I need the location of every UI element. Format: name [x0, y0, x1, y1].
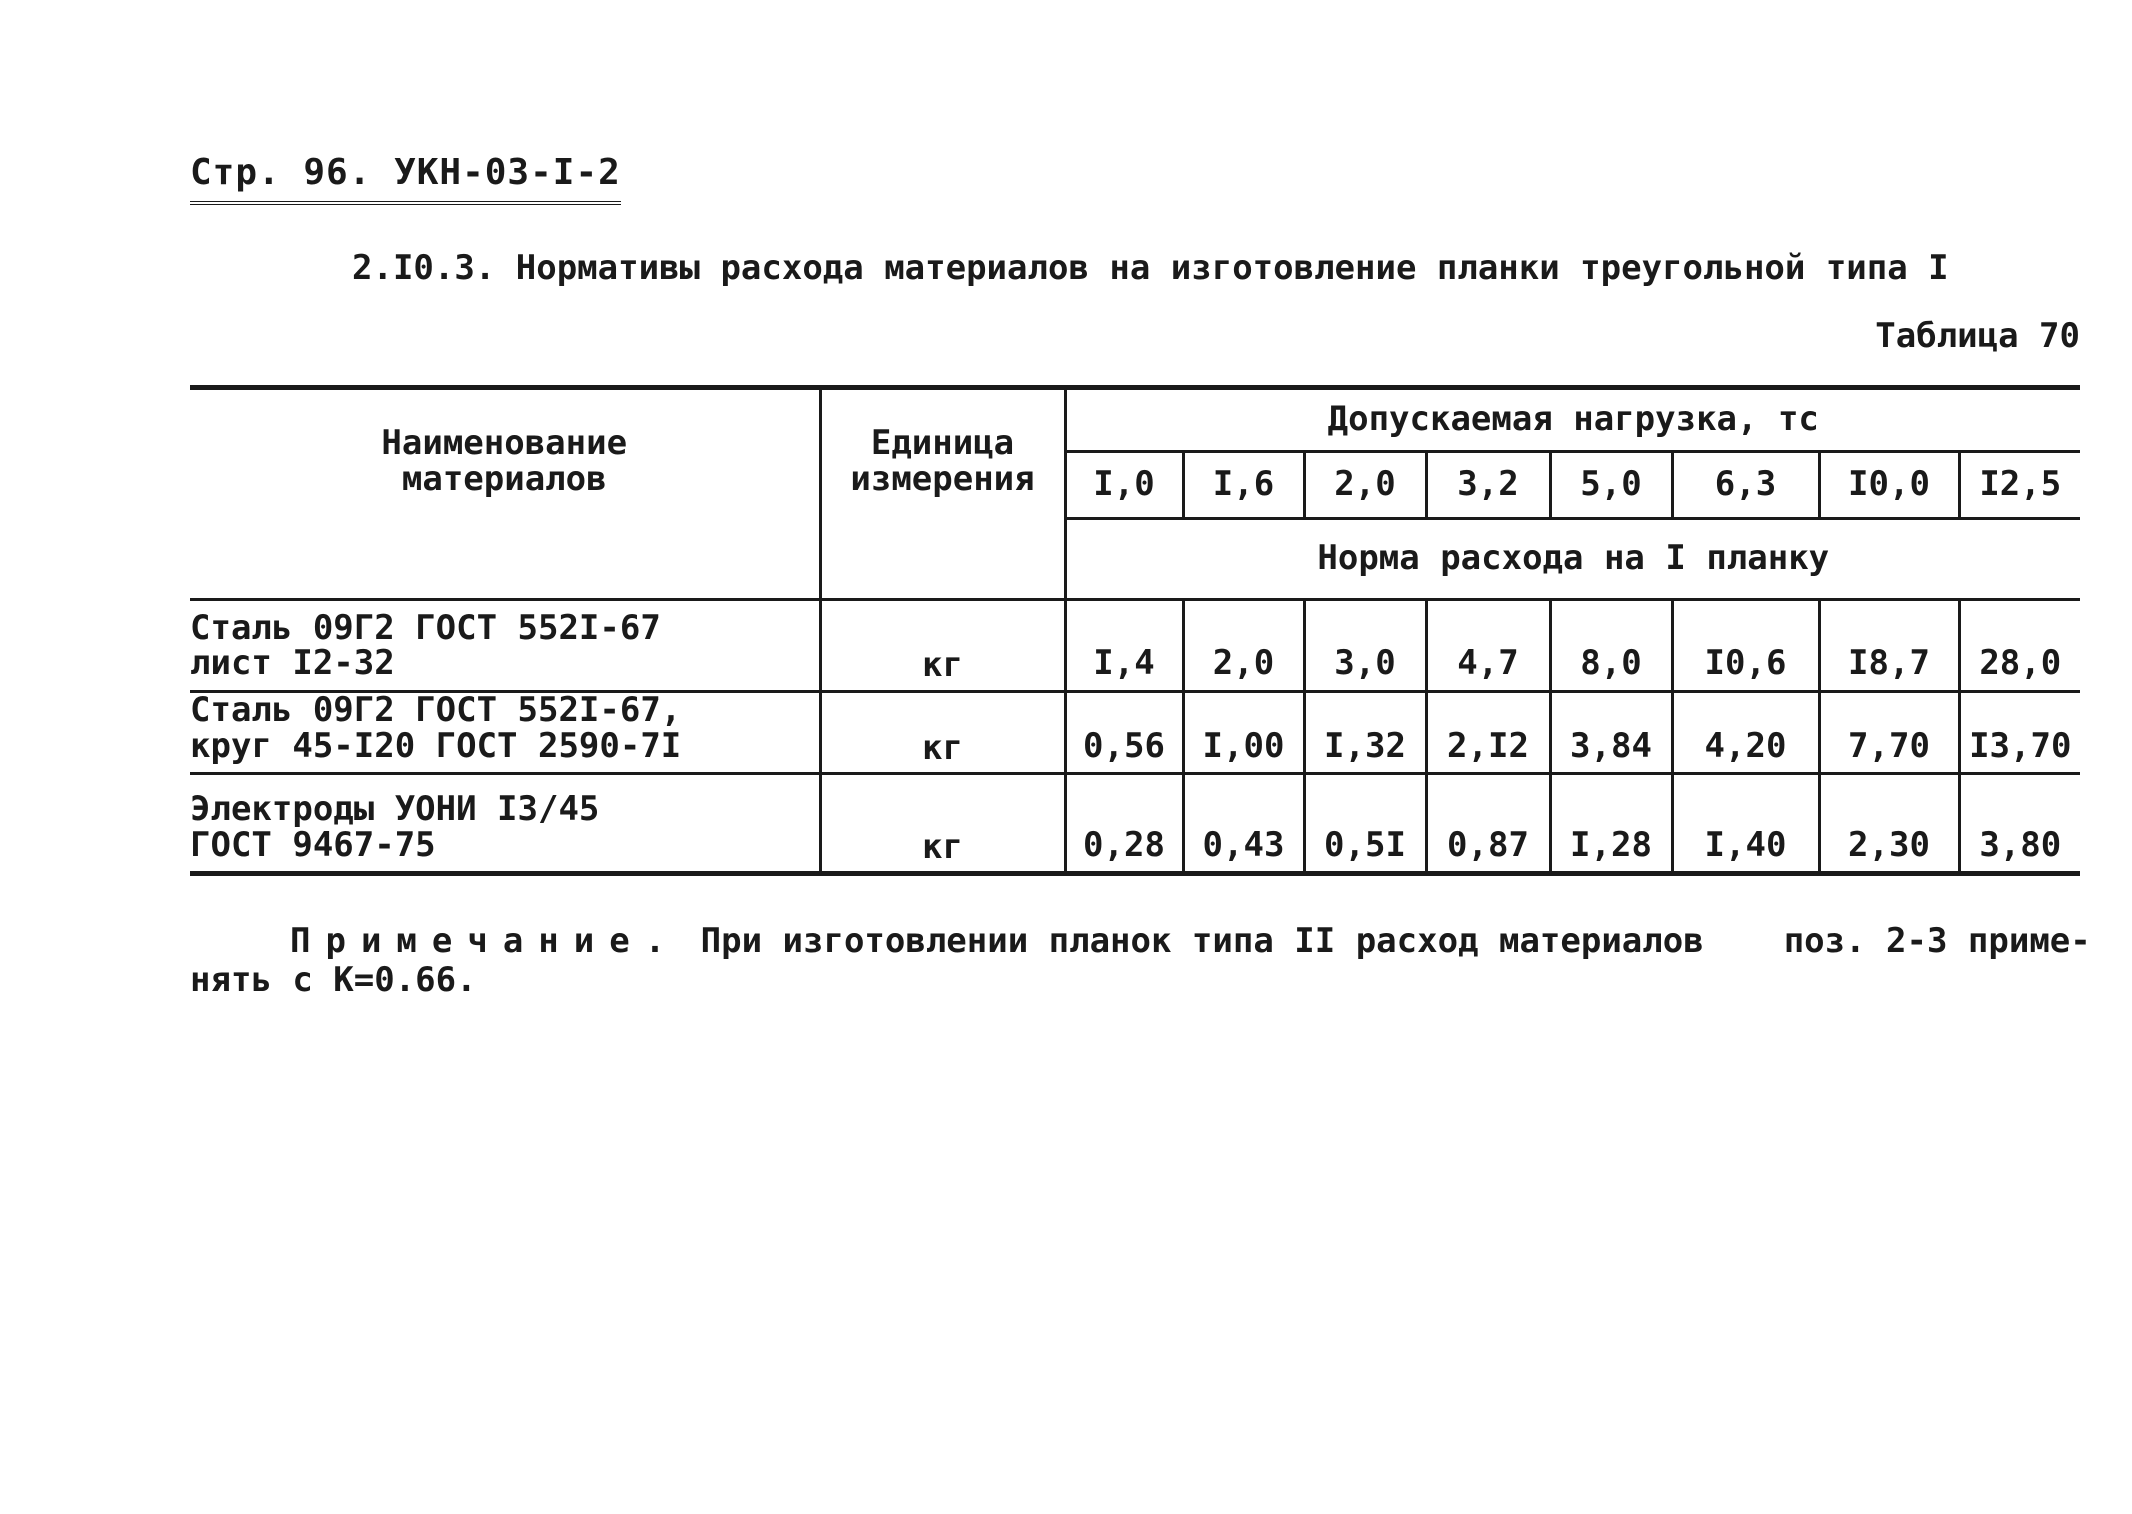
norm-value: 3,0 [1304, 600, 1426, 692]
table-note [190, 921, 2091, 1001]
norm-value: I,00 [1183, 692, 1304, 774]
norm-value: 0,5I [1304, 774, 1426, 874]
header-unit: Единица измерения [820, 388, 1065, 600]
materials-norm-table [190, 385, 2080, 876]
load-value: I0,0 [1819, 452, 1959, 519]
norm-value: 2,I2 [1426, 692, 1550, 774]
norm-value: 2,0 [1183, 600, 1304, 692]
load-value: 3,2 [1426, 452, 1550, 519]
load-value: I,0 [1065, 452, 1183, 519]
norm-value: 7,70 [1819, 692, 1959, 774]
norm-value: 0,28 [1065, 774, 1183, 874]
table-row [190, 774, 2080, 874]
material-name: Электроды УОНИ I3/45 ГОСТ 9467-75 [190, 774, 820, 874]
norm-value: I,28 [1550, 774, 1672, 874]
load-value: I,6 [1183, 452, 1304, 519]
material-name: Сталь 09Г2 ГОСТ 552I-67 лист I2-32 [190, 600, 820, 692]
header-row-load [190, 388, 2080, 452]
unit-cell: кг [820, 774, 1065, 874]
norm-value: 28,0 [1959, 600, 2080, 692]
page-reference: Стр. 96. УКН-03-I-2 [190, 152, 621, 205]
note-text-tail: поз. 2-3 приме- [1783, 921, 2091, 961]
load-value: 6,3 [1672, 452, 1819, 519]
unit-cell: кг [820, 600, 1065, 692]
load-value: 5,0 [1550, 452, 1672, 519]
table-label: Таблица 70 [1875, 316, 2080, 356]
note-text: При изготовлении планок типа II расход материалов [700, 921, 1704, 961]
note-text-line2: нять с К=0.66. [190, 960, 477, 1001]
norm-value: 0,43 [1183, 774, 1304, 874]
header-norm-per-plank: Норма расхода на I планку [1065, 519, 2080, 600]
material-name: Сталь 09Г2 ГОСТ 552I-67, круг 45-I20 ГОСТ 2590-7I [190, 692, 820, 774]
norm-value: I8,7 [1819, 600, 1959, 692]
norm-value: I,4 [1065, 600, 1183, 692]
norm-value: I0,6 [1672, 600, 1819, 692]
norm-value: 4,20 [1672, 692, 1819, 774]
header-allowed-load: Допускаемая нагрузка, тс [1065, 388, 2080, 452]
note-label: Примечание. [290, 921, 681, 961]
table-row [190, 692, 2080, 774]
norm-value: I3,70 [1959, 692, 2080, 774]
norm-value: I,40 [1672, 774, 1819, 874]
load-value: 2,0 [1304, 452, 1426, 519]
section-heading: 2.I0.3. Нормативы расхода материалов на изготовление планки треугольной типа I [352, 248, 1949, 288]
norm-value: 8,0 [1550, 600, 1672, 692]
norm-value: 0,87 [1426, 774, 1550, 874]
norm-value: 0,56 [1065, 692, 1183, 774]
table-row [190, 600, 2080, 692]
norm-value: 4,7 [1426, 600, 1550, 692]
header-material-name: Наименование материалов [190, 388, 820, 600]
norm-value: 3,80 [1959, 774, 2080, 874]
norm-value: 2,30 [1819, 774, 1959, 874]
unit-cell: кг [820, 692, 1065, 774]
load-value: I2,5 [1959, 452, 2080, 519]
norm-value: I,32 [1304, 692, 1426, 774]
norm-value: 3,84 [1550, 692, 1672, 774]
